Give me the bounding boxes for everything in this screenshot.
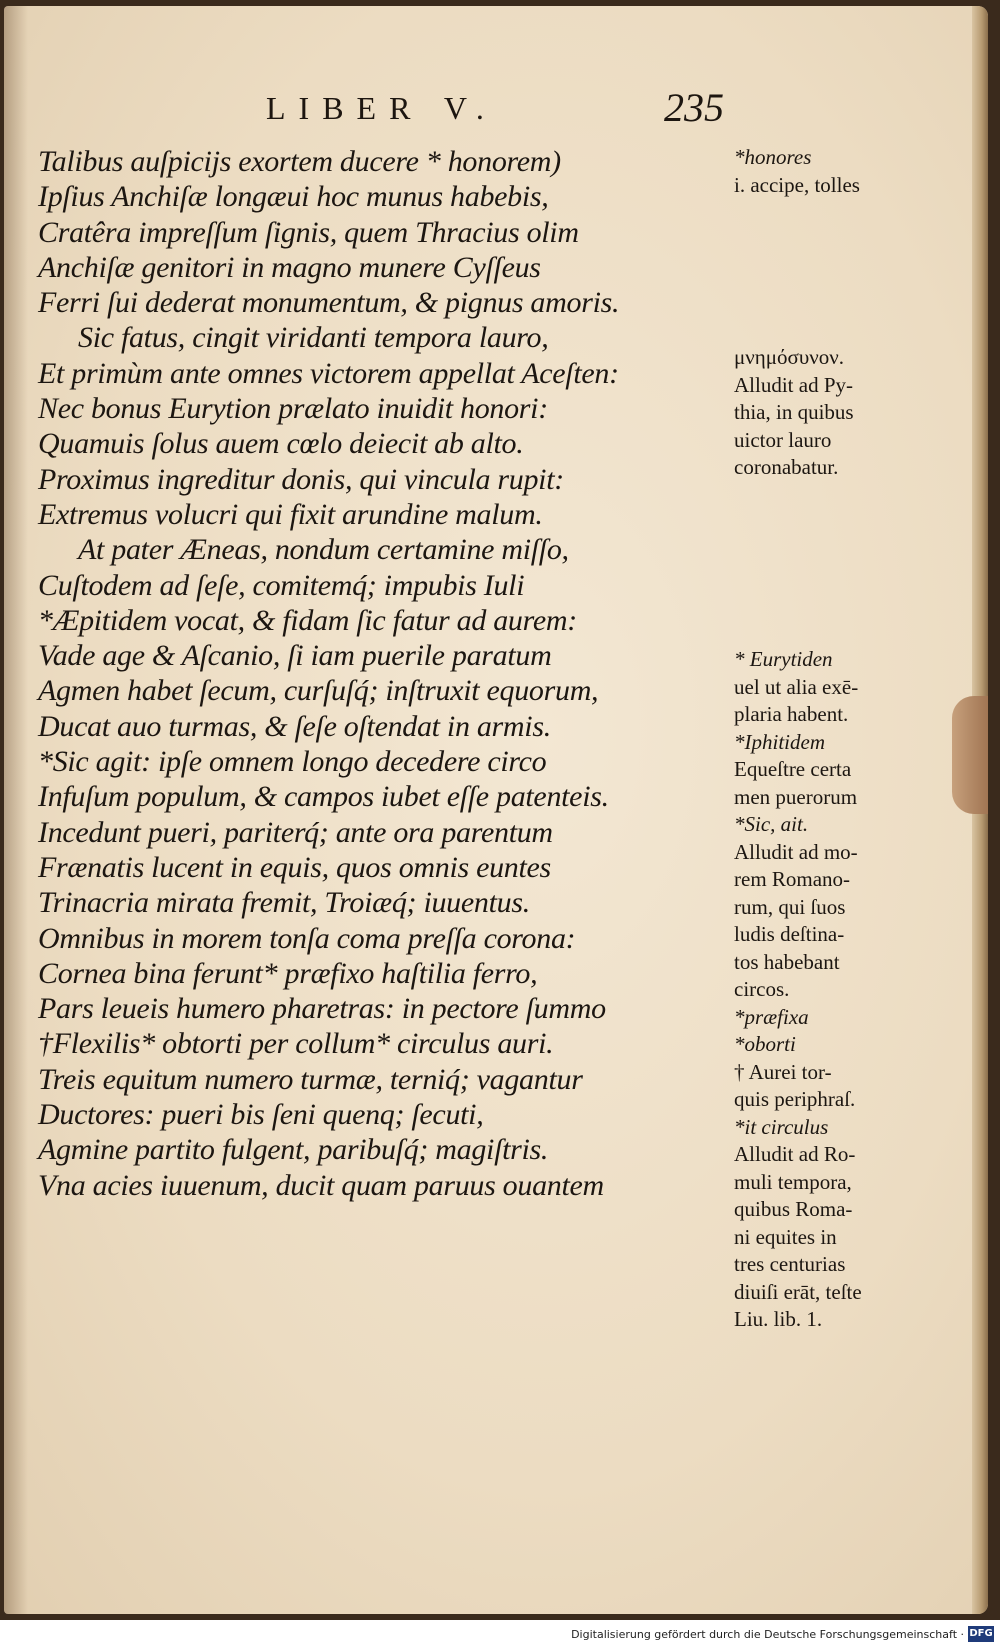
book-page [4,6,988,1614]
gloss-line: *præfixa [734,1004,809,1029]
verse-line: *Sic agit: ipſe omnem longo decedere circo [38,745,547,779]
verse-line: Trinacria mirata fremit, Troiæq́; iuuentus. [38,886,530,920]
gloss-line: quibus Roma- [734,1197,853,1221]
gloss-line: uictor lauro [734,427,832,452]
gloss-line: rem Romano- [734,867,851,891]
verse-line: †Flexilis* obtorti per collum* circulus auri. [38,1027,554,1061]
footer-divider [0,1614,1000,1620]
verse-line: Cuſtodem ad ſeſe, comitemq́; impubis Iuli [38,568,525,602]
verse-line: Agmine partito fulgent, paribuſq́; magiſtris. [38,1133,549,1167]
verse-line: Treis equitum numero turmæ, terniq́; vagantur [38,1062,583,1096]
gloss-line: Equeſtre certa [734,757,852,781]
gloss-line: i. accipe, tolles [734,172,860,197]
folio-number: 235 [664,85,724,130]
gloss-line: *it circulus [734,1114,829,1139]
gloss-line: quis periphraſ. [734,1087,856,1111]
gloss-group [734,144,860,199]
gloss-line: rum, qui ſuos [734,894,846,919]
verse-line: Et primùm ante omnes victorem appellat Aceſten: [38,356,619,390]
gloss-line: men puerorum [734,784,858,809]
gloss-line: Alludit ad Py- [734,372,853,397]
gloss-line: ni equites in [734,1224,837,1249]
gloss-line: tres centurias [734,1252,846,1276]
verse-line: Cornea bina ferunt* præfixo haſtilia ferro, [38,956,538,990]
verse-line: Incedunt pueri, pariterq́; ante ora parentum [38,815,553,849]
gloss-line: † Aurei tor- [734,1059,832,1084]
bookmark-tab [952,696,988,814]
gloss-line: diuiſi erāt, teſte [734,1279,862,1304]
verse-line: Talibus auſpicijs exortem ducere * honorem) [38,145,561,178]
verse-line: Pars leueis humero pharetras: in pectore ſummo [38,992,606,1026]
gloss-line: plaria habent. [734,702,849,726]
verse-line: Nec bonus Eurytion prælato inuidit honori: [38,392,548,426]
gloss-line: Alludit ad mo- [734,839,858,864]
verse-line: Anchiſæ genitori in magno munere Cyſſeus [38,250,541,284]
gloss-group [734,646,862,1334]
verse-line: Sic fatus, cingit viridanti tempora lauro, [78,321,549,355]
gloss-line: *Sic, ait. [734,812,809,836]
page-header [4,85,988,134]
digitization-footer [0,1614,1000,1650]
verse-line: Ipſius Anchiſæ longæui hoc munus habebis, [38,180,549,214]
gloss-line: Alludit ad Ro- [734,1142,856,1166]
running-title: LIBER V. [266,90,497,126]
verse-line: Vna acies iuuenum, ducit quam paruus ouantem [38,1168,604,1202]
gloss-line: ludis deſtina- [734,922,845,946]
verse-line: Frænatis lucent in equis, quos omnis euntes [38,850,551,884]
spine-shadow [4,6,28,1614]
dfg-logo: DFG [968,1626,994,1642]
verse-text [38,144,714,1203]
gloss-line: *oborti [734,1032,796,1056]
gloss-line: tos habebant [734,949,840,974]
verse-line: Cratêra impreſſum ſignis, quem Thracius olim [38,215,579,249]
gloss-line: *honores [734,145,812,169]
verse-line: Infuſum populum, & campos iubet eſſe patenteis. [38,780,609,814]
verse-line: Extremus volucri qui fixit arundine malum. [38,497,543,531]
funding-credit: Digitalisierung gefördert durch die Deutsche Forschungsgemeinschaft · [571,1628,964,1641]
gloss-line: thia, in quibus [734,400,854,424]
gloss-group [734,344,854,482]
gloss-line: *Iphitidem [734,729,825,754]
verse-line: At pater Æneas, nondum certamine miſſo, [78,533,569,567]
gloss-line: * Eurytiden [734,647,833,671]
verse-line: Ducat auo turmas, & ſeſe oſtendat in armis. [38,709,551,743]
gloss-line: coronabatur. [734,455,839,479]
verse-line: *Æpitidem vocat, & fidam ſic fatur ad aurem: [38,603,577,637]
verse-line: Ductores: pueri bis ſeni quenq; ſecuti, [38,1098,484,1132]
verse-line: Omnibus in morem tonſa coma preſſa corona: [38,921,576,955]
verse-line: Proximus ingreditur donis, qui vincula rupit: [38,462,564,496]
gloss-line: Liu. lib. 1. [734,1307,823,1331]
gloss-line: uel ut alia exē- [734,674,859,699]
verse-line: Agmen habet ſecum, curſuſq́; inſtruxit equorum, [38,674,599,708]
verse-line: Vade age & Aſcanio, ſi iam puerile paratum [38,639,552,673]
gloss-line: muli tempora, [734,1169,852,1194]
gloss-line: μνημόσυνον. [734,345,844,369]
gloss-line: circos. [734,977,790,1001]
verse-line: Quamuis ſolus auem cœlo deiecit ab alto. [38,427,524,461]
verse-line: Ferri ſui dederat monumentum, & pignus amoris. [38,286,620,320]
